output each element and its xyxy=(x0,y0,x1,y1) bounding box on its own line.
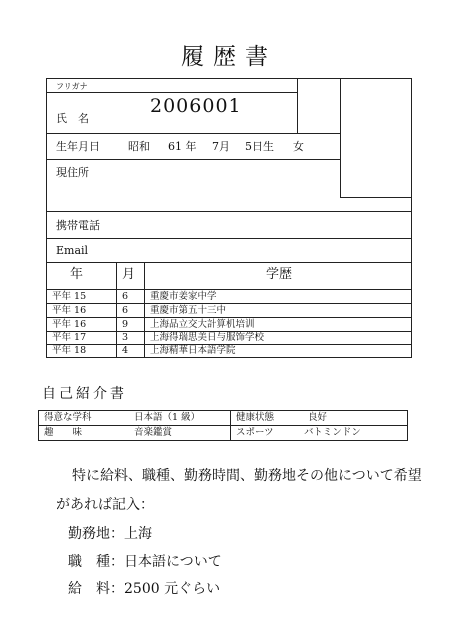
edu-month: 4 xyxy=(122,345,129,356)
edu-school: 上海品立交大計算机培训 xyxy=(150,319,255,330)
edu-school: 上海得瑞思美日与服饰学校 xyxy=(150,332,265,343)
edu-month: 6 xyxy=(122,305,129,316)
notes-line2: があれば記入： xyxy=(56,497,154,513)
intro-right-border xyxy=(407,410,408,441)
intro-mid-line xyxy=(38,425,408,426)
edu-month: 6 xyxy=(122,291,129,302)
edu-month: 3 xyxy=(122,332,129,343)
edu-header-year: 年 xyxy=(70,267,84,282)
phone-label: 携帯電話 xyxy=(56,219,100,232)
intro-sports-value: バトミンドン xyxy=(304,427,361,438)
edu-year: 平年 16 xyxy=(52,305,87,316)
edu-row-line xyxy=(46,303,412,304)
name-bottom-line xyxy=(46,133,340,134)
birth-label: 生年月日 xyxy=(56,140,100,153)
intro-top-border xyxy=(38,410,408,411)
edu-header-month: 月 xyxy=(122,267,136,282)
box-right-border xyxy=(411,78,412,263)
furigana-vertical xyxy=(297,78,298,133)
edu-year: 平年 16 xyxy=(52,319,87,330)
phone-bottom-line xyxy=(46,238,412,239)
birth-month: 7月 xyxy=(212,140,230,153)
edu-school: 重慶市第五十三中 xyxy=(150,305,227,316)
photo-divider xyxy=(340,78,341,198)
gender-value: 女 xyxy=(293,140,304,153)
notes-job: 職 種：日本語について xyxy=(68,554,222,570)
box-left-border xyxy=(46,78,47,263)
self-intro-heading: 自己紹介書 xyxy=(42,386,127,402)
intro-skill-value: 日本語（1 級） xyxy=(134,412,201,423)
intro-health-value: 良好 xyxy=(308,412,328,423)
intro-hobby-value: 音楽鑑賞 xyxy=(134,427,173,438)
email-label: Email xyxy=(56,244,89,257)
birth-era: 昭和 xyxy=(128,140,150,153)
intro-skill-label: 得意な学科 xyxy=(44,412,92,423)
edu-year: 平年 15 xyxy=(52,291,87,302)
birth-year: 61 年 xyxy=(168,140,197,153)
furigana-label: フリガナ xyxy=(56,82,88,91)
birth-bottom-line xyxy=(46,159,340,160)
intro-hobby-label: 趣 味 xyxy=(44,427,83,438)
edu-row-line xyxy=(46,317,412,318)
address-label: 現住所 xyxy=(56,166,89,179)
name-label: 氏 名 xyxy=(56,112,89,125)
edu-school: 重慶市姜家中学 xyxy=(150,291,217,302)
intro-left-border xyxy=(38,410,39,441)
box-top-border xyxy=(46,78,412,79)
intro-health-label: 健康状態 xyxy=(236,412,275,423)
birth-day: 5日生 xyxy=(245,140,274,153)
notes-line1: 特に給料、職種、勤務時間、勤務地その他について希望 xyxy=(72,468,422,484)
edu-bottom-border xyxy=(46,357,412,358)
edu-header-school: 学歴 xyxy=(266,267,293,282)
intro-bottom-border xyxy=(38,440,408,441)
edu-school: 上海精華日本語学院 xyxy=(150,345,236,356)
name-value: 2006001 xyxy=(150,95,242,117)
edu-year: 平年 18 xyxy=(52,345,87,356)
address-bottom-line xyxy=(46,211,412,212)
intro-sports-label: スポーツ xyxy=(236,427,274,438)
edu-top-border xyxy=(46,262,412,263)
intro-center-divider xyxy=(230,410,231,441)
edu-year: 平年 17 xyxy=(52,332,87,343)
page-title: 履歴書 xyxy=(181,44,277,70)
photo-bottom-line xyxy=(340,197,412,198)
edu-header-line xyxy=(46,289,412,290)
edu-month: 9 xyxy=(122,319,129,330)
notes-salary: 給 料：2500 元ぐらい xyxy=(68,581,221,597)
notes-location: 勤務地：上海 xyxy=(68,526,152,542)
